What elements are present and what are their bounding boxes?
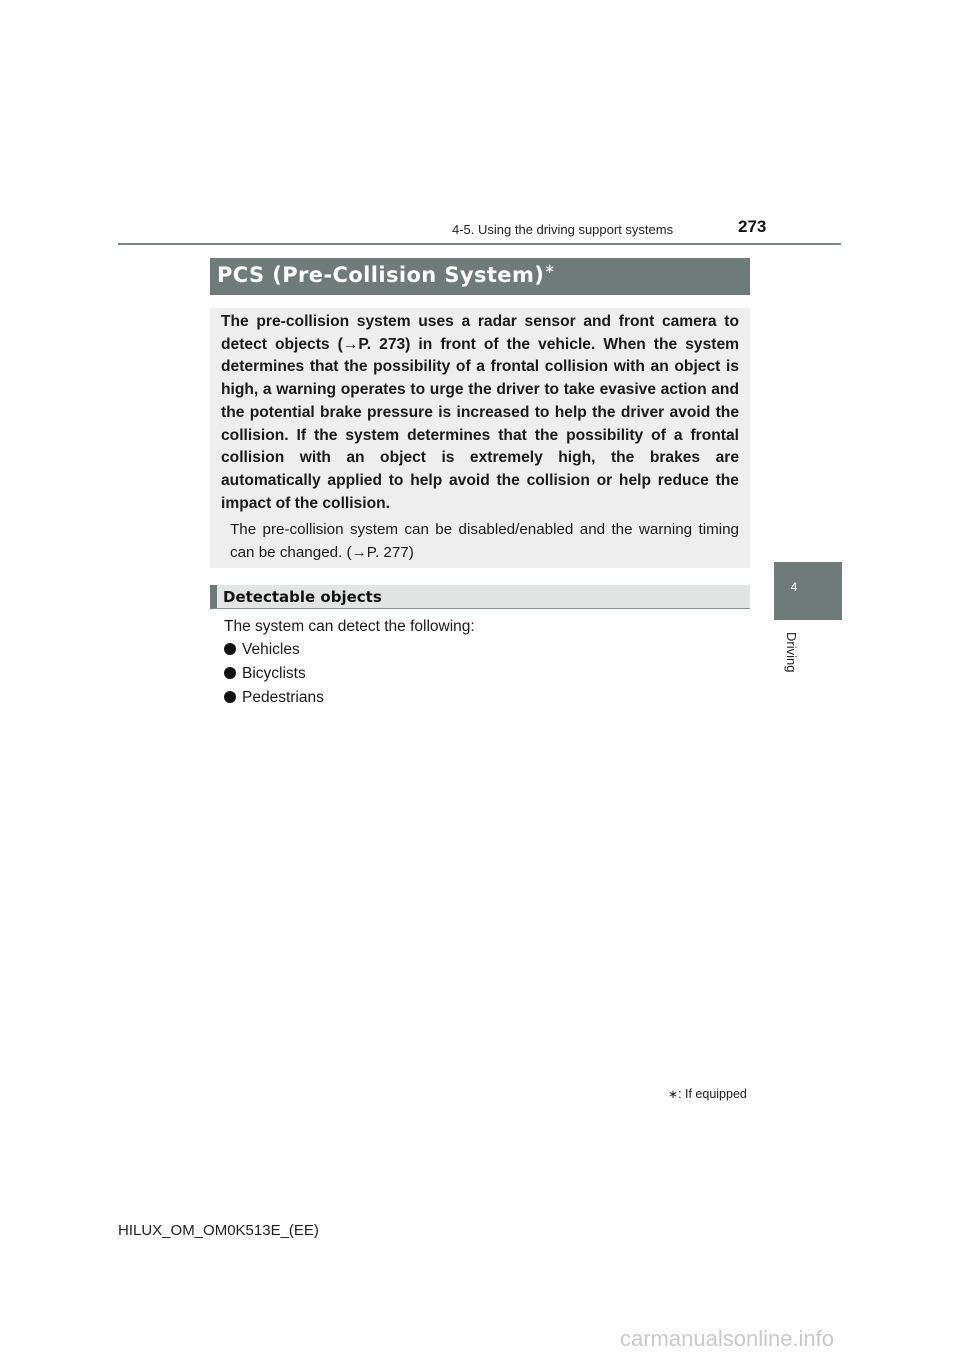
bullet-icon: [224, 691, 236, 703]
header-rule: [118, 243, 841, 245]
summary-note: The pre-collision system can be disabled/enabled and the warning timing can be changed. (→P. 277): [230, 521, 739, 561]
detectable-intro: The system can detect the following:: [224, 618, 475, 635]
page-number: 273: [738, 217, 767, 236]
sub-heading-text: Detectable objects: [223, 588, 382, 606]
section-title: 4-5. Using the driving support systems: [452, 222, 674, 237]
summary-box: [210, 308, 750, 568]
footnote-text: : If equipped: [678, 1087, 747, 1101]
chapter-tab: [774, 562, 842, 620]
detectable-object-list: [224, 640, 324, 712]
watermark: carmanualsonline.info: [620, 1326, 835, 1351]
bullet-icon: [224, 643, 236, 655]
list-item-label: Vehicles: [242, 641, 300, 658]
summary-lead: The pre-collision system uses a radar sensor and front camera to detect objects (→P. 273) in front of the vehicle. When the system determines that the possibility of a frontal collision with an object is high, a warning operates to urge the driver to take evasive action and the potential brake pressure is increased to help the driver avoid the collision. If the system determines that the possibility of a frontal collision with an object is extremely high, the brakes are automatically applied to help avoid the collision or help reduce the impact of the collision.: [221, 313, 739, 512]
list-item-label: Bicyclists: [242, 665, 306, 682]
detectable-objects-heading: [210, 585, 750, 609]
page-title: PCS (Pre-Collision System): [217, 263, 545, 287]
footnote-mark: ∗: [668, 1087, 679, 1101]
list-item: [224, 664, 324, 688]
document-code: HILUX_OM_OM0K513E_(EE): [118, 1222, 319, 1239]
list-item: [224, 640, 324, 664]
page-title-bar: [210, 258, 750, 295]
list-item-label: Pedestrians: [242, 689, 324, 706]
footnote: [668, 1087, 747, 1101]
list-item: [224, 688, 324, 712]
chapter-label: Driving: [784, 632, 799, 673]
chapter-number: 4: [790, 580, 798, 594]
bullet-icon: [224, 667, 236, 679]
equipment-mark: ∗: [544, 262, 556, 277]
